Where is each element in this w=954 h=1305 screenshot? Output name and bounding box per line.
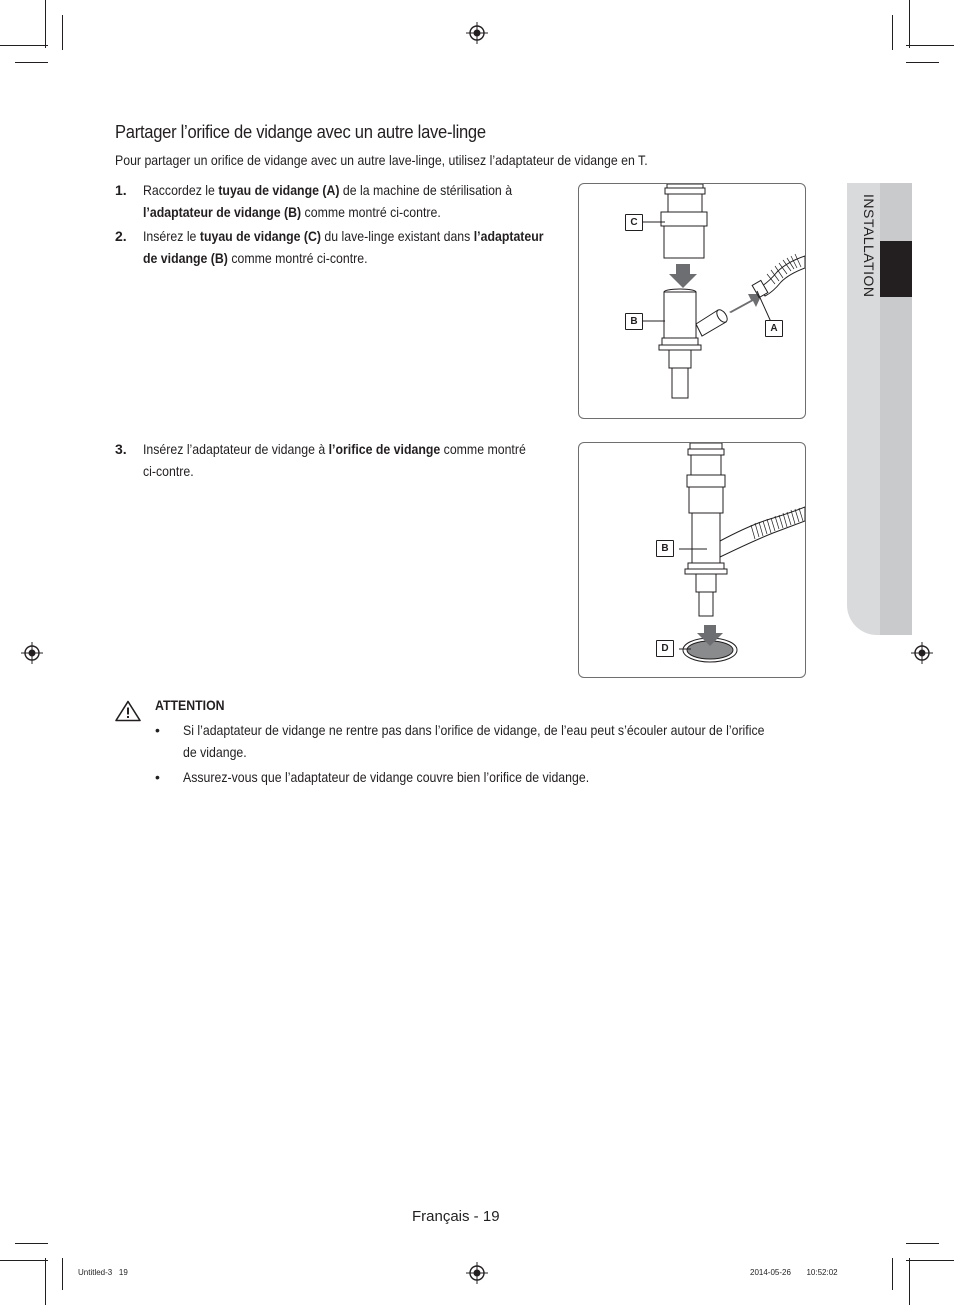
step-number: 2. xyxy=(115,228,127,244)
slug-right: 2014-05-26 10:52:02 xyxy=(750,1268,838,1277)
section-heading: Partager l’orifice de vidange avec un autre lave-linge xyxy=(115,122,486,142)
slug-left: Untitled-3 19 xyxy=(78,1268,128,1277)
attention-title: ATTENTION xyxy=(155,697,225,713)
registration-mark-top xyxy=(466,22,488,44)
step-2: 2. Insérez le tuyau de vidange (C) du lave-linge existant dans l’adaptateur de vidange (B) comme montré ci-contre. xyxy=(115,225,565,269)
label-a: A xyxy=(765,320,783,337)
step-1: 1. Raccordez le tuyau de vidange (A) de la machine de stérilisation à l’adaptateur de vidange (B) comme montré ci-contre. xyxy=(115,179,565,223)
figure-insert-into-drain xyxy=(578,442,806,678)
step-3: 3. Insérez l’adaptateur de vidange à l’orifice de vidange comme montré ci-contre. xyxy=(115,438,565,482)
label-b: B xyxy=(656,540,674,557)
warning-icon xyxy=(115,700,141,722)
section-tab-label: INSTALLATION xyxy=(861,194,877,298)
bullet-dot: • xyxy=(155,769,160,785)
registration-mark-bottom xyxy=(466,1262,488,1284)
registration-mark-left xyxy=(21,642,43,664)
bullet-dot: • xyxy=(155,722,160,738)
attention-bullet-2: • Assurez-vous que l’adaptateur de vidange couvre bien l’orifice de vidange. xyxy=(155,766,835,788)
page-footer: Français - 19 xyxy=(412,1208,500,1225)
label-b: B xyxy=(625,313,643,330)
registration-mark-right xyxy=(911,642,933,664)
label-d: D xyxy=(656,640,674,657)
label-c: C xyxy=(625,214,643,231)
attention-bullet-1: • Si l’adaptateur de vidange ne rentre pas dans l’orifice de vidange, de l’eau peut s’écouler autour de l’orifice de vidange. xyxy=(155,719,835,763)
drain-hole-illustration xyxy=(579,443,805,677)
figure-connect-hoses xyxy=(578,183,806,419)
step-number: 1. xyxy=(115,182,127,198)
drain-adapter-illustration xyxy=(579,184,805,418)
step-number: 3. xyxy=(115,441,127,457)
intro-text: Pour partager un orifice de vidange avec un autre lave-linge, utilisez l’adaptateur de vidange en T. xyxy=(115,152,648,168)
